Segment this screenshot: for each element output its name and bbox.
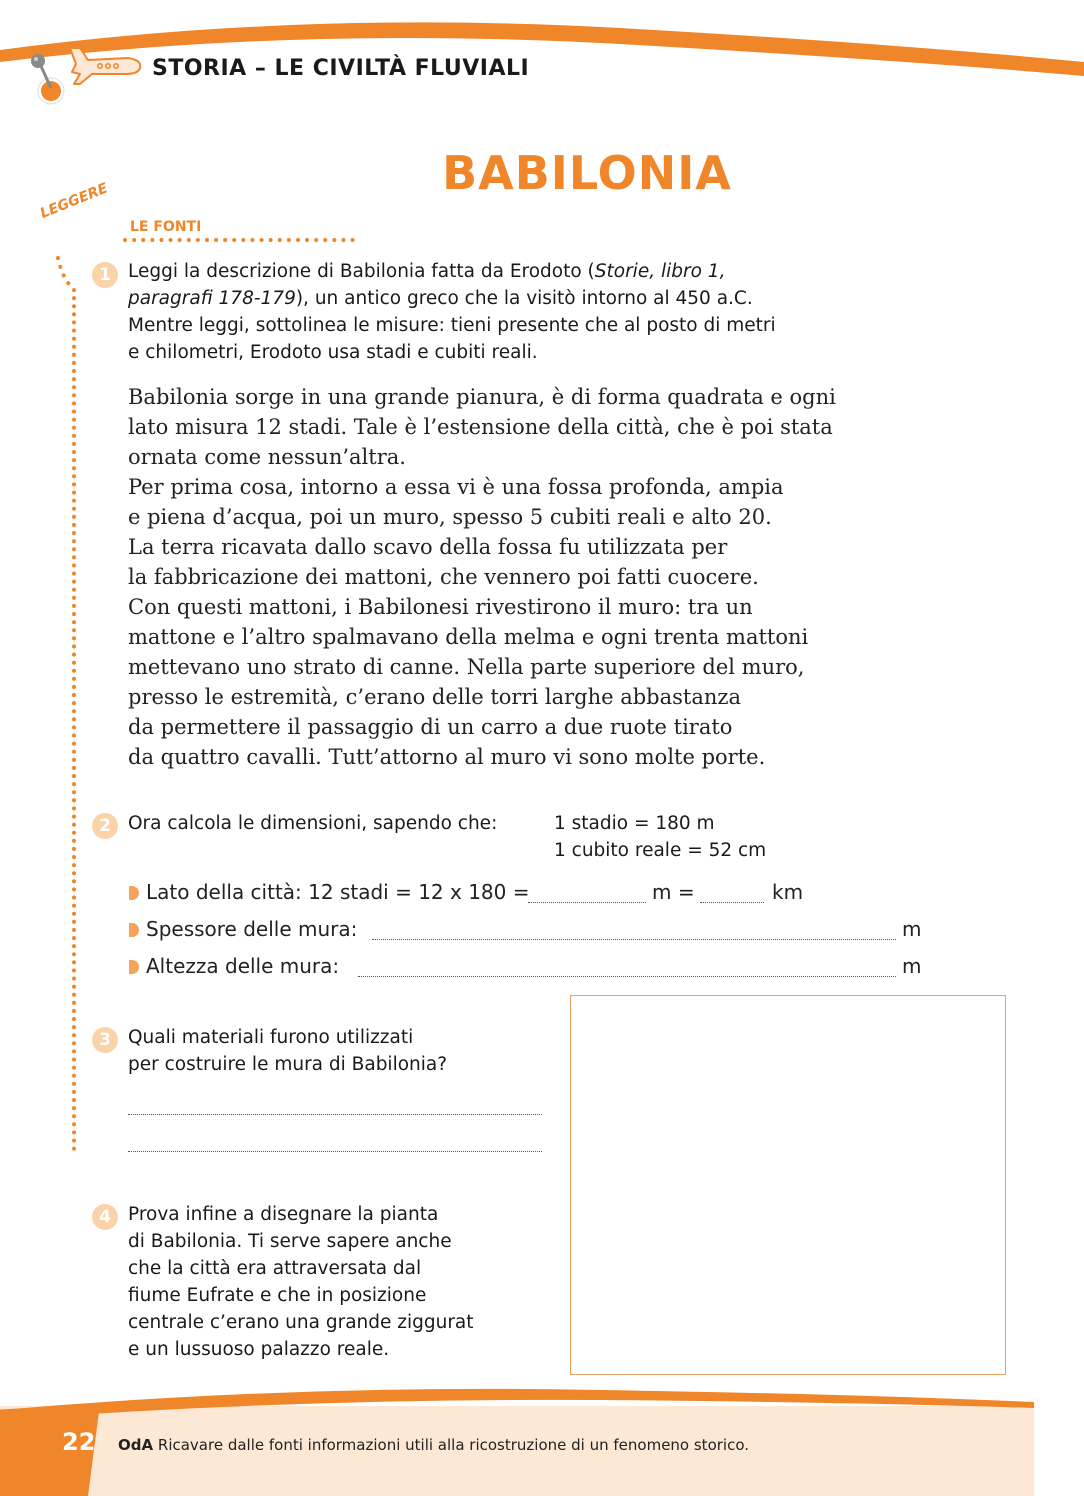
conversion-stadio: 1 stadio = 180 m bbox=[554, 813, 715, 834]
question-3-text: Quali materiali furono utilizzati per costruire le mura di Babilonia? bbox=[128, 1027, 448, 1075]
page-title: BABILONIA bbox=[442, 146, 732, 200]
question-4-number: 4 bbox=[92, 1204, 118, 1230]
spessore-field[interactable] bbox=[372, 939, 896, 940]
altezza-label: Altezza delle mura: bbox=[146, 954, 340, 978]
answer-line-2[interactable] bbox=[128, 1151, 542, 1152]
drawing-box[interactable] bbox=[570, 995, 1006, 1375]
question-2-text: Ora calcola le dimensioni, sapendo che: bbox=[128, 813, 498, 834]
conversion-cubito: 1 cubito reale = 52 cm bbox=[554, 840, 767, 861]
section-header: STORIA – LE CIVILTÀ FLUVIALI bbox=[152, 56, 530, 81]
question-1-number: 1 bbox=[92, 262, 118, 288]
question-4-text: Prova infine a disegnare la pianta di Babilonia. Ti serve sapere anche che la città era attraversata dal fiume Eufrate e che in posizione centrale c’erano una grande ziggurat e un lussuoso palazzo reale. bbox=[128, 1204, 474, 1360]
altezza-unit: m bbox=[902, 954, 922, 978]
question-2-number: 2 bbox=[92, 813, 118, 839]
prose-line: presso le estremità, c’erano delle torri larghe abbastanza bbox=[128, 685, 741, 709]
prose-line: Per prima cosa, intorno a essa vi è una fossa profonda, ampia bbox=[128, 475, 784, 499]
lato-unit-km: km bbox=[772, 880, 804, 904]
altezza-field[interactable] bbox=[358, 976, 896, 977]
prose-line: lato misura 12 stadi. Tale è l’estensione della città, che è poi stata bbox=[128, 415, 833, 439]
prose-line: ornata come nessun’altra. bbox=[128, 445, 406, 469]
footer-wave bbox=[0, 1380, 1084, 1420]
lato-label: Lato della città: 12 stadi = 12 x 180 = bbox=[146, 880, 530, 904]
page-number: 22 bbox=[62, 1428, 96, 1456]
question-1-text: Leggi la descrizione di Babilonia fatta da Erodoto (Storie, libro 1, paragrafi 178-179), un antico greco che la visitò intorno al 450 a.C. Mentre leggi, sottolinea le misure: tieni presente che al posto di metri e chilometri, Erodoto usa stadi e cubiti reali. bbox=[128, 261, 776, 363]
prose-line: e piena d’acqua, poi un muro, spesso 5 cubiti reali e alto 20. bbox=[128, 505, 772, 529]
fonti-label: LE FONTI bbox=[130, 219, 202, 235]
prose-line: la fabbricazione dei mattoni, che vennero poi fatti cuocere. bbox=[128, 565, 759, 589]
lato-unit-m: m = bbox=[652, 880, 695, 904]
prose-line: mettevano uno strato di canne. Nella parte superiore del muro, bbox=[128, 655, 805, 679]
prose-line: La terra ricavata dallo scavo della fossa fu utilizzata per bbox=[128, 535, 728, 559]
spessore-label: Spessore delle mura: bbox=[146, 917, 358, 941]
prose-line: da quattro cavalli. Tutt’attorno al muro vi sono molte porte. bbox=[128, 745, 766, 769]
question-3-number: 3 bbox=[92, 1027, 118, 1053]
prose-line: mattone e l’altro spalmavano della melma e ogni trenta mattoni bbox=[128, 625, 809, 649]
leggere-label: LEGGERE bbox=[38, 180, 111, 222]
lato-metri-field[interactable] bbox=[528, 902, 646, 903]
prose-line: Babilonia sorge in una grande pianura, è di forma quadrata e ogni bbox=[128, 385, 836, 409]
airplane-icon bbox=[66, 40, 146, 86]
erodoto-text bbox=[128, 382, 888, 772]
oda-objective: OdA Ricavare dalle fonti informazioni utili alla ricostruzione di un fenomeno storico. bbox=[118, 1436, 750, 1454]
header-wave bbox=[0, 0, 1084, 100]
prose-line: Con questi mattoni, i Babilonesi rivestirono il muro: tra un bbox=[128, 595, 753, 619]
answer-line-1[interactable] bbox=[128, 1114, 542, 1115]
spessore-unit: m bbox=[902, 917, 922, 941]
lato-km-field[interactable] bbox=[700, 902, 764, 903]
prose-line: da permettere il passaggio di un carro a due ruote tirato bbox=[128, 715, 733, 739]
